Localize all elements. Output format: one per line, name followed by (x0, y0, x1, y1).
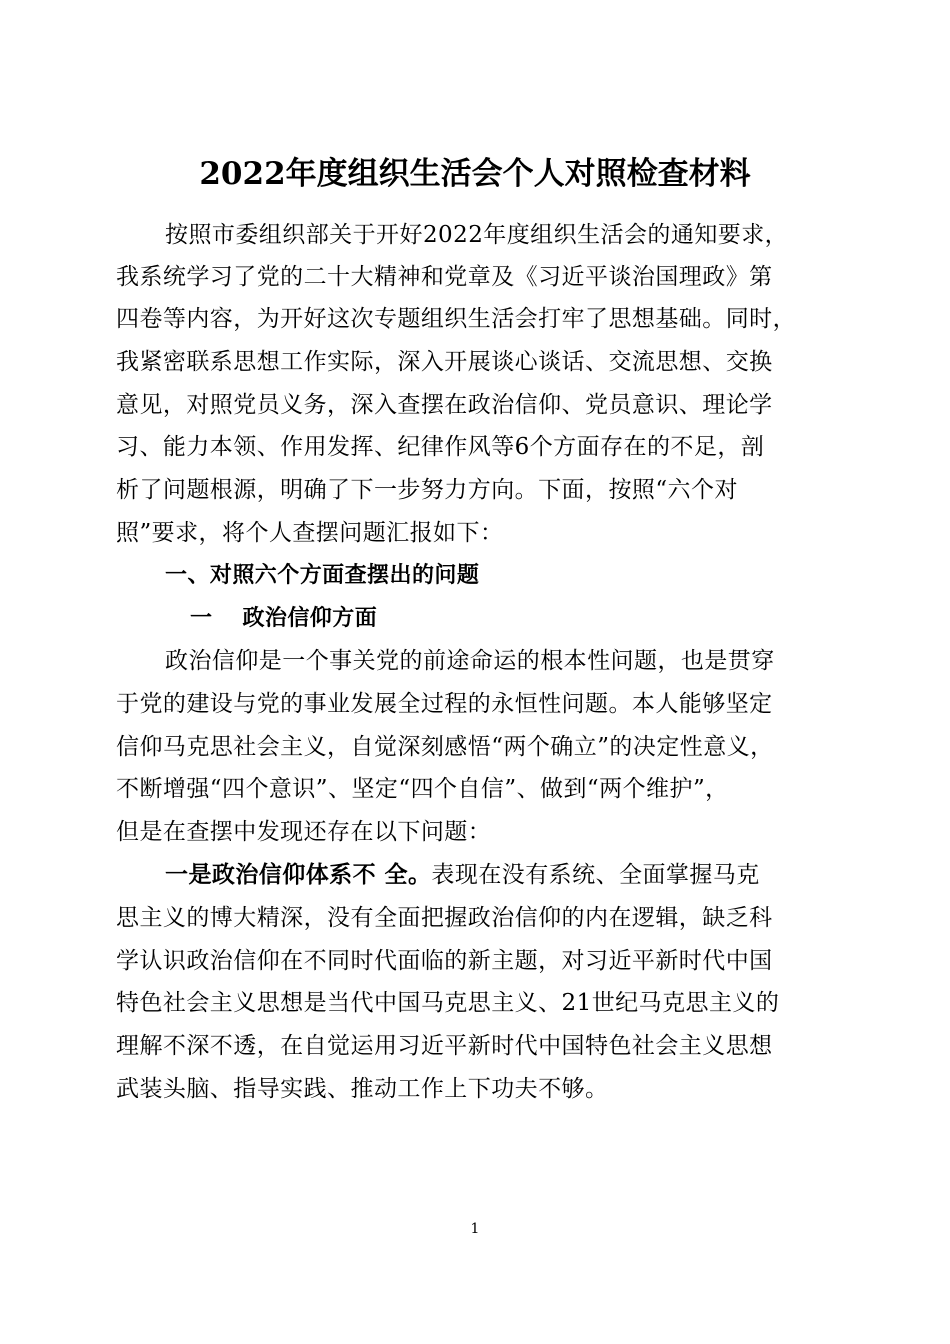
point1-line-6: 武装头脑、指导实践、推动工作上下功夫不够。 (116, 1076, 609, 1102)
intro-line-1: 按照市委组织部关于开好2022年度组织生活会的通知要求， (165, 222, 789, 248)
intro-line-8: 照”要求，将个人查摆问题汇报如下： (116, 520, 504, 546)
page-number: 1 (470, 1221, 480, 1237)
point1-line-4: 特色社会主义思想是当代中国马克思主义、21世纪马克思主义的 (116, 990, 780, 1016)
section1-line-2: 于党的建设与党的事业发展全过程的永恒性问题。本人能够坚定 (116, 691, 773, 717)
section1-line-4: 不断增强“四个意识”、坚定“四个自信”、做到“两个维护”， (116, 776, 729, 802)
intro-line-5: 意见，对照党员义务，深入查摆在政治信仰、党员意识、理论学 (116, 392, 773, 418)
intro-line-2: 我系统学习了党的二十大精神和党章及《习近平谈治国理政》第 (116, 264, 773, 290)
point1-first-line (165, 859, 760, 891)
intro-line-7: 析了问题根源，明确了下一步努力方向。下面，按照“六个对 (116, 477, 738, 503)
point1-lead: 一是政治信仰体系不 全。 (165, 862, 432, 888)
intro-line-3: 四卷等内容，为开好这次专题组织生活会打牢了思想基础。同时， (116, 306, 797, 332)
document-title: 2022年度组织生活会个人对照检查材料 (199, 156, 751, 192)
section1-line-1: 政治信仰是一个事关党的前途命运的根本性问题，也是贯穿 (165, 648, 775, 674)
subsection-number: 一 (190, 606, 213, 631)
intro-line-4: 我紧密联系思想工作实际，深入开展谈心谈话、交流思想、交换 (116, 349, 773, 375)
intro-line-6: 习、能力本领、作用发挥、纪律作风等6个方面存在的不足，剖 (116, 434, 765, 460)
point1-first-rest: 表现在没有系统、全面掌握马克 (431, 862, 760, 888)
point1-line-2: 思主义的博大精深，没有全面把握政治信仰的内在逻辑，缺乏科 (116, 905, 773, 931)
section1-line-3: 信仰马克思社会主义，自觉深刻感悟“两个确立”的决定性意义， (116, 734, 774, 760)
point1-line-3: 学认识政治信仰在不同时代面临的新主题，对习近平新时代中国 (116, 948, 773, 974)
section1-line-5: 但是在查摆中发现还存在以下问题： (116, 819, 492, 845)
subsection-title: 政治信仰方面 (242, 606, 378, 631)
point1-line-5: 理解不深不透，在自觉运用习近平新时代中国特色社会主义思想 (116, 1033, 773, 1059)
subsection-heading (190, 603, 377, 635)
section-heading-1: 一、对照六个方面查摆出的问题 (165, 563, 480, 588)
